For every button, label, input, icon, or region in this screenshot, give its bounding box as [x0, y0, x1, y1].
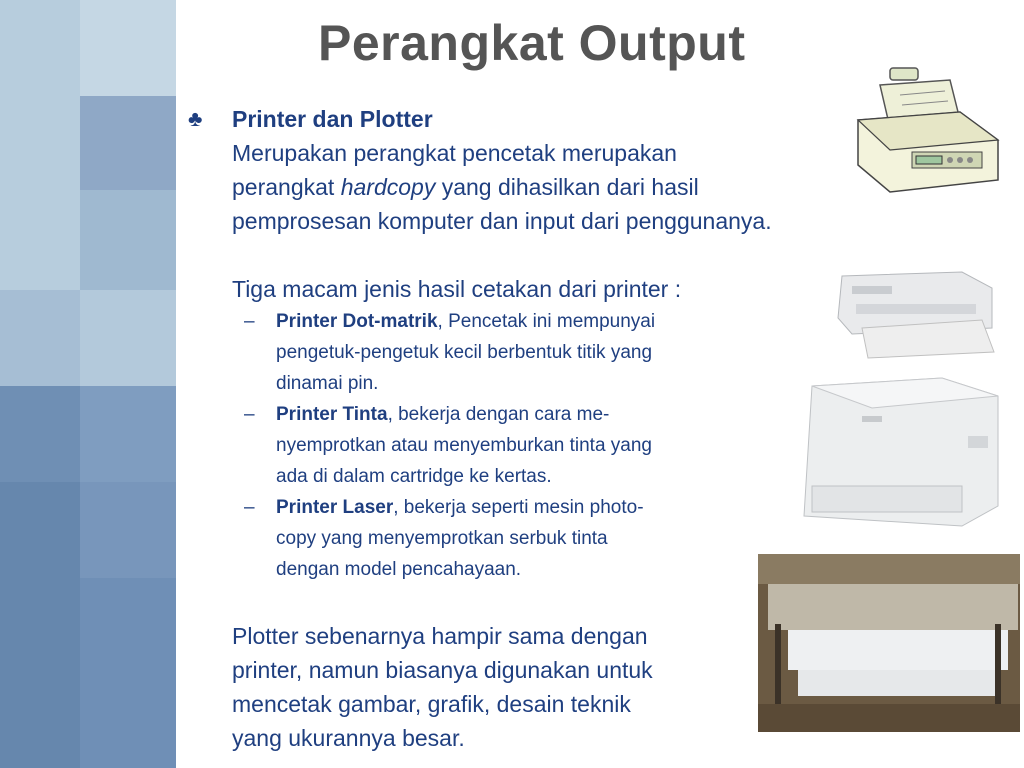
panel-tile — [80, 96, 176, 190]
laser-printer-image — [792, 376, 1000, 528]
club-bullet-icon: ♣ — [188, 106, 203, 131]
type-text: , bekerja seperti mesin photo- — [393, 497, 644, 518]
decorative-side-panel — [0, 0, 176, 768]
panel-tile — [0, 386, 80, 482]
slide-title: Perangkat Output — [318, 15, 746, 71]
desc-line: pemprosesan komputer dan input dari penggunanya. — [232, 208, 772, 234]
plotter-line: Plotter sebenarnya hampir sama dengan — [232, 623, 648, 649]
bullet-printer-plotter — [188, 102, 908, 306]
type-name: Printer Tinta — [276, 404, 388, 425]
desc-text: yang dihasilkan dari hasil — [435, 174, 699, 200]
type-text: nyemprotkan atau menyemburkan tinta yang — [276, 435, 652, 456]
desc-line: Merupakan perangkat pencetak merupakan — [232, 140, 677, 166]
plotter-image — [758, 554, 1020, 732]
desc-text: perangkat — [232, 174, 341, 200]
panel-tile — [80, 482, 176, 578]
panel-tile — [80, 578, 176, 768]
inkjet-printer-image — [832, 268, 996, 360]
type-name: Printer Dot-matrik — [276, 311, 438, 332]
dot-matrix-printer-image — [850, 60, 1000, 200]
panel-tile — [0, 0, 80, 290]
types-intro: Tiga macam jenis hasil cetakan dari printer : — [232, 276, 682, 302]
panel-tile — [80, 290, 176, 386]
type-text: copy yang menyemprotkan serbuk tinta — [276, 528, 608, 549]
type-text: dinamai pin. — [276, 373, 379, 394]
type-text: dengan model pencahayaan. — [276, 559, 522, 580]
desc-emphasis: hardcopy — [340, 174, 436, 200]
type-text: ada di dalam cartridge ke kertas. — [276, 466, 552, 487]
panel-tile — [80, 0, 176, 96]
panel-tile — [0, 482, 80, 768]
type-name: Printer Laser — [276, 497, 394, 518]
panel-tile — [0, 290, 80, 386]
type-text: , Pencetak ini mempunyai — [437, 311, 656, 332]
plotter-line: printer, namun biasanya digunakan untuk — [232, 657, 653, 683]
panel-tile — [80, 386, 176, 482]
type-text: pengetuk-pengetuk kecil berbentuk titik yang — [276, 342, 653, 363]
type-text: , bekerja dengan cara me- — [387, 404, 610, 425]
dash-marker: – — [244, 311, 255, 332]
dash-marker: – — [244, 404, 255, 425]
panel-tile — [80, 190, 176, 290]
dash-marker: – — [244, 497, 255, 518]
desc-line — [232, 170, 908, 204]
bullet-heading: Printer dan Plotter — [232, 106, 433, 132]
plotter-line: yang ukurannya besar. — [232, 725, 465, 751]
plotter-line: mencetak gambar, grafik, desain teknik — [232, 691, 631, 717]
